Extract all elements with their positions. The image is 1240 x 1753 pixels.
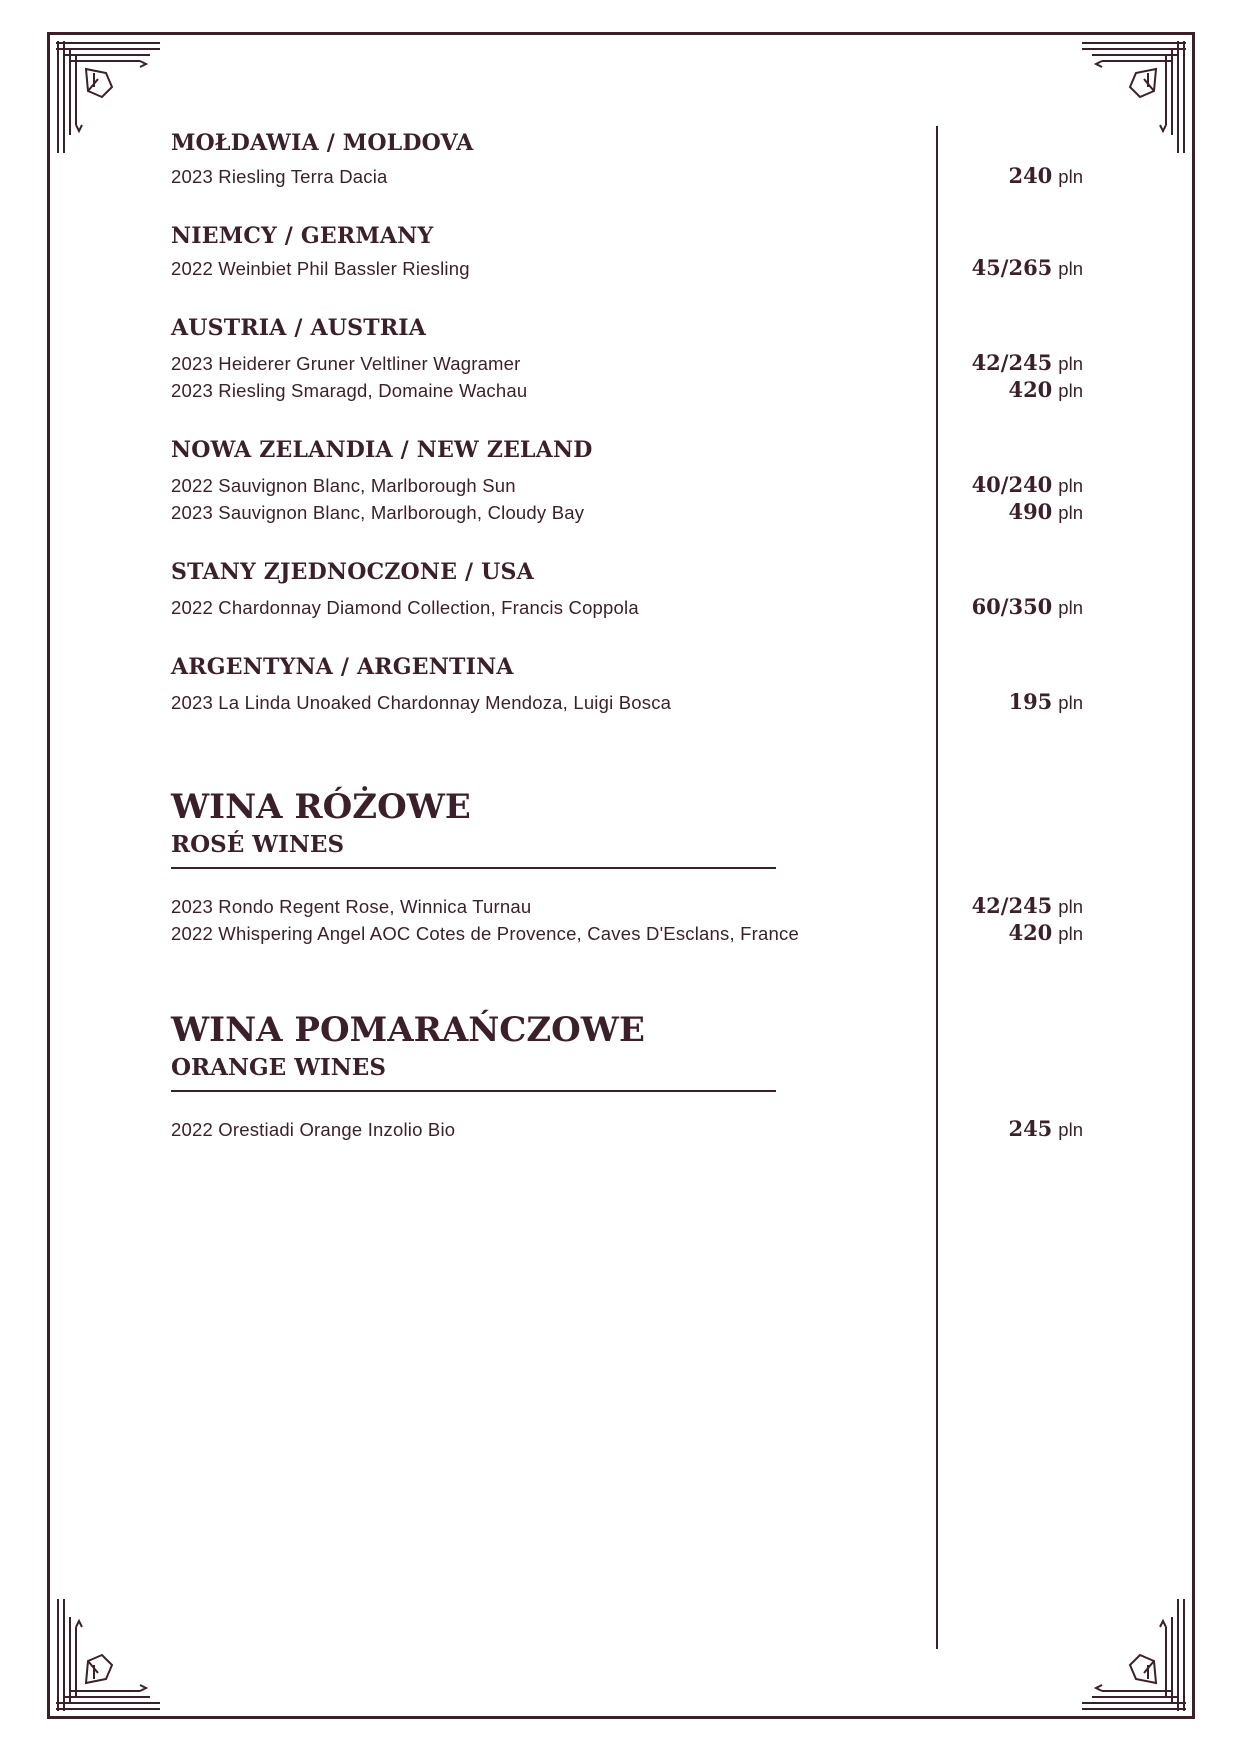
wine-price (860, 1116, 1083, 1141)
price-unit: pln (1058, 1119, 1083, 1140)
price-unit: pln (1058, 166, 1083, 187)
wine-name: 2023 La Linda Unoaked Chardonnay Mendoza, Luigi Bosca (171, 692, 672, 713)
section-subtitle-orange: ORANGE WINES (171, 1054, 386, 1081)
price-unit: pln (1058, 597, 1083, 618)
price-value: 60/350 (971, 594, 1053, 619)
price-unit: pln (1058, 353, 1083, 374)
wine-price (860, 594, 1083, 619)
ornamental-corner-icon (50, 1597, 160, 1717)
wine-name: 2022 Weinbiet Phil Bassler Riesling (171, 258, 470, 279)
price-unit: pln (1058, 258, 1083, 279)
ornamental-corner-icon (1082, 35, 1192, 155)
price-value: 195 (1008, 689, 1053, 714)
wine-name: 2023 Rondo Regent Rose, Winnica Turnau (171, 896, 532, 917)
price-value: 420 (1008, 377, 1053, 402)
price-value: 490 (1008, 499, 1053, 524)
price-value: 42/245 (971, 350, 1053, 375)
region-title-germany: NIEMCY / GERMANY (171, 223, 434, 249)
section-title-rose: WINA RÓŻOWE (171, 787, 471, 827)
price-unit: pln (1058, 896, 1083, 917)
price-unit: pln (1058, 923, 1083, 944)
wine-price (860, 350, 1083, 375)
wine-price (860, 893, 1083, 918)
wine-name: 2023 Heiderer Gruner Veltliner Wagramer (171, 353, 521, 374)
region-title-new-zealand: NOWA ZELANDIA / NEW ZELAND (171, 437, 593, 463)
wine-name: 2022 Orestiadi Orange Inzolio Bio (171, 1119, 456, 1140)
price-unit: pln (1058, 692, 1083, 713)
leaf-icon (1130, 1655, 1156, 1683)
region-title-usa: STANY ZJEDNOCZONE / USA (171, 559, 534, 585)
wine-name: 2023 Riesling Terra Dacia (171, 166, 388, 187)
ornamental-corner-icon (50, 35, 160, 155)
wine-price (860, 689, 1083, 714)
leaf-icon (1130, 69, 1156, 97)
region-title-argentina: ARGENTYNA / ARGENTINA (171, 654, 514, 680)
price-unit: pln (1058, 475, 1083, 496)
leaf-icon (86, 69, 112, 97)
wine-price (860, 163, 1083, 188)
wine-name: 2023 Sauvignon Blanc, Marlborough, Cloudy Bay (171, 502, 585, 523)
leaf-icon (86, 1655, 112, 1683)
wine-price (860, 920, 1083, 945)
price-value: 45/265 (971, 255, 1053, 280)
price-unit: pln (1058, 380, 1083, 401)
wine-price (860, 377, 1083, 402)
wine-name: 2023 Riesling Smaragd, Domaine Wachau (171, 380, 528, 401)
section-divider (171, 1090, 776, 1092)
section-subtitle-rose: ROSÉ WINES (171, 831, 345, 858)
price-value: 420 (1008, 920, 1053, 945)
price-value: 245 (1008, 1116, 1053, 1141)
section-divider (171, 867, 776, 869)
price-value: 40/240 (971, 472, 1053, 497)
price-value: 240 (1008, 163, 1053, 188)
wine-name: 2022 Sauvignon Blanc, Marlborough Sun (171, 475, 516, 496)
wine-price (860, 255, 1083, 280)
page-border (47, 32, 1195, 1719)
region-title-austria: AUSTRIA / AUSTRIA (171, 315, 427, 341)
region-title-moldova: MOŁDAWIA / MOLDOVA (171, 130, 474, 156)
section-title-orange: WINA POMARAŃCZOWE (171, 1010, 645, 1050)
wine-name: 2022 Chardonnay Diamond Collection, Francis Coppola (171, 597, 639, 618)
price-unit: pln (1058, 502, 1083, 523)
price-value: 42/245 (971, 893, 1053, 918)
wine-price (860, 472, 1083, 497)
ornamental-corner-icon (1082, 1597, 1192, 1717)
wine-price (860, 499, 1083, 524)
wine-name: 2022 Whispering Angel AOC Cotes de Provence, Caves D'Esclans, France (171, 923, 799, 944)
